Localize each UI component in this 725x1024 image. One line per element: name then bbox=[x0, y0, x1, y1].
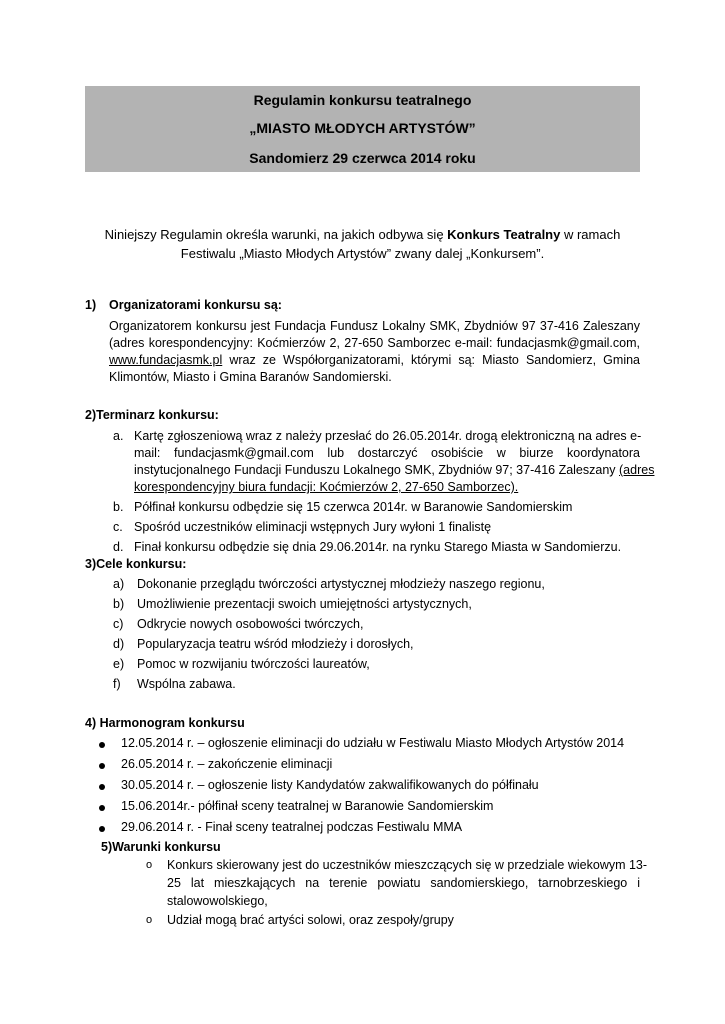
section-1-line-3: www.fundacjasmk.pl wraz ze Współorganizatorami, którymi są: Miasto Sandomierz, Gmina bbox=[109, 353, 640, 367]
goal-a: Dokonanie przeglądu twórczości artystycznej młodzieży naszego regionu, bbox=[137, 577, 545, 591]
item-marker: d. bbox=[113, 540, 124, 554]
section-4-title: 4) Harmonogram konkursu bbox=[85, 716, 245, 730]
section-3-title: 3)Cele konkursu: bbox=[85, 557, 187, 571]
item-a-line-1: Kartę zgłoszeniową wraz z należy przesłać do 26.05.2014r. drogą elektroniczną na adres e- bbox=[134, 429, 642, 443]
goal-b: Umożliwienie prezentacji swoich umiejętności artystycznych, bbox=[137, 597, 472, 611]
schedule-item: 26.05.2014 r. – zakończenie eliminacji bbox=[121, 757, 333, 771]
item-marker: a) bbox=[113, 577, 125, 591]
item-a-line-2: mail: fundacjasmk@gmail.com lub dostarczyć osobiście w biurze koordynatora bbox=[134, 446, 640, 460]
circle-bullet-icon: o bbox=[146, 859, 153, 871]
item-marker: e) bbox=[113, 657, 125, 671]
title-line-1: Regulamin konkursu teatralnego bbox=[253, 92, 472, 108]
bullet-icon bbox=[99, 763, 105, 769]
item-marker: c. bbox=[113, 520, 123, 534]
title-block bbox=[85, 86, 640, 172]
intro-line-1: Niniejszy Regulamin określa warunki, na jakich odbywa się Konkurs Teatralny w ramach bbox=[104, 227, 621, 242]
section-1-line-2: (adres korespondencyjny: Koćmierzów 2, 27-650 Samborzec e-mail: fundacjasmk@gmail.com, bbox=[109, 336, 640, 350]
condition-2: Udział mogą brać artyści solowi, oraz zespoły/grupy bbox=[167, 913, 454, 927]
condition-1-line-1: Konkurs skierowany jest do uczestników mieszczących się w przedziale wiekowym 13- bbox=[167, 858, 648, 872]
item-marker: c) bbox=[113, 617, 124, 631]
goal-d: Popularyzacja teatru wśród młodzieży i dorosłych, bbox=[137, 637, 414, 651]
schedule-item: 15.06.2014r.- półfinał sceny teatralnej w Baranowie Sandomierskim bbox=[121, 799, 494, 813]
item-a-line-4: korespondencyjny biura fundacji: Koćmierzów 2, 27-650 Samborzec). bbox=[134, 480, 519, 494]
item-marker: f) bbox=[113, 677, 121, 691]
section-1-line-1: Organizatorem konkursu jest Fundacja Fundusz Lokalny SMK, Zbydniów 97 37-416 Zaleszany bbox=[109, 319, 640, 333]
bullet-icon bbox=[99, 805, 105, 811]
section-1-line-4: Klimontów, Miasto i Gmina Baranów Sandomierski. bbox=[109, 370, 392, 384]
item-d: Finał konkursu odbędzie się dnia 29.06.2014r. na rynku Starego Miasta w Sandomierzu. bbox=[134, 540, 622, 554]
goal-f: Wspólna zabawa. bbox=[137, 677, 236, 691]
bullet-icon bbox=[99, 784, 105, 790]
item-marker: b) bbox=[113, 597, 125, 611]
item-marker: d) bbox=[113, 637, 125, 651]
schedule-item: 12.05.2014 r. – ogłoszenie eliminacji do udziału w Festiwalu Miasto Młodych Artystów 2014 bbox=[121, 736, 625, 750]
section-5-title: 5)Warunki konkursu bbox=[101, 840, 221, 854]
website-link[interactable]: www.fundacjasmk.pl bbox=[109, 353, 223, 367]
condition-1-line-3: stalowowolskiego, bbox=[167, 894, 268, 908]
goal-c: Odkrycie nowych osobowości twórczych, bbox=[137, 617, 364, 631]
title-line-2: „MIASTO MŁODYCH ARTYSTÓW” bbox=[249, 120, 476, 136]
bullet-icon bbox=[99, 826, 105, 832]
schedule-item: 29.06.2014 r. - Finał sceny teatralnej podczas Festiwalu MMA bbox=[121, 820, 463, 834]
item-c: Spośród uczestników eliminacji wstępnych Jury wyłoni 1 finalistę bbox=[134, 520, 492, 534]
intro-line-2: Festiwalu „Miasto Młodych Artystów” zwany dalej „Konkursem”. bbox=[180, 246, 545, 261]
item-marker: b. bbox=[113, 500, 124, 514]
goal-e: Pomoc w rozwijaniu twórczości laureatów, bbox=[137, 657, 370, 671]
section-2-title: 2)Terminarz konkursu: bbox=[85, 408, 219, 422]
bullet-icon bbox=[99, 742, 105, 748]
condition-1-line-2: 25 lat mieszkających na terenie powiatu sandomierskiego, tarnobrzeskiego i bbox=[167, 876, 640, 890]
section-1-number: 1) bbox=[85, 298, 97, 312]
schedule-item: 30.05.2014 r. – ogłoszenie listy Kandydatów zakwalifikowanych do półfinału bbox=[121, 778, 539, 792]
circle-bullet-icon: o bbox=[146, 914, 153, 926]
title-line-3: Sandomierz 29 czerwca 2014 roku bbox=[249, 150, 476, 166]
section-1-title: Organizatorami konkursu są: bbox=[109, 298, 282, 312]
item-b: Półfinał konkursu odbędzie się 15 czerwca 2014r. w Baranowie Sandomierskim bbox=[134, 500, 573, 514]
item-a-line-3: instytucjonalnego Fundacji Funduszu Lokalnego SMK, Zbydniów 97; 37-416 Zaleszany (adres bbox=[134, 463, 655, 477]
item-marker: a. bbox=[113, 429, 124, 443]
